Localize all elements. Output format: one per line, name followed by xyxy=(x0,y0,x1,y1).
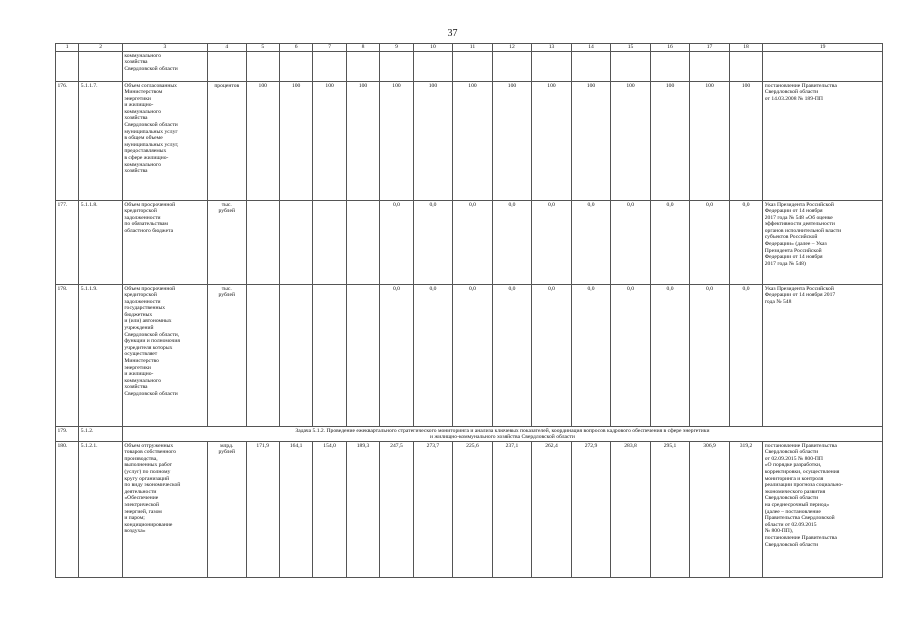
task-description-cell: Задача 5.1.2. Проведение ежеквартального стратегического мониторинга и анализа ключевых показателей, координация вопросов кадрового обеспечения в сфере энергетики и жилищно-коммунального хозяйства Свердловской области xyxy=(122,427,882,442)
value-cell: 0,0 xyxy=(690,285,730,427)
value-cell: 0,0 xyxy=(492,285,532,427)
column-number: 6 xyxy=(279,44,312,52)
row-number-cell: 177. xyxy=(56,201,79,285)
value-cell xyxy=(246,201,279,285)
value-cell: 0,0 xyxy=(650,201,690,285)
indicator-name-cell: коммунального хозяйства Свердловской области xyxy=(122,52,207,82)
value-cell: 0,0 xyxy=(729,285,762,427)
row-number-cell: 179. xyxy=(56,427,79,442)
value-cell: 0,0 xyxy=(611,201,651,285)
value-cell: 189,3 xyxy=(346,442,379,578)
source-cell: Указ Президента Российской Федерации от 14 ноября 2017 года № 548 xyxy=(763,285,883,427)
column-number: 16 xyxy=(650,44,690,52)
table-row xyxy=(56,285,883,427)
row-code-cell: 5.1.2. xyxy=(79,427,123,442)
value-cell: 0,0 xyxy=(571,285,611,427)
value-cell: 100 xyxy=(571,82,611,201)
value-cell xyxy=(246,285,279,427)
value-cell: 0,0 xyxy=(413,285,453,427)
row-code-cell: 5.1.1.9. xyxy=(79,285,123,427)
value-cell: 0,0 xyxy=(492,201,532,285)
column-number-row xyxy=(56,44,883,52)
value-cell: 283,8 xyxy=(611,442,651,578)
value-cell: 100 xyxy=(492,82,532,201)
value-cell: 100 xyxy=(380,82,413,201)
value-cell: 100 xyxy=(453,82,493,201)
row-code-cell: 5.1.1.8. xyxy=(79,201,123,285)
value-cell: 100 xyxy=(729,82,762,201)
value-cell: 0,0 xyxy=(690,201,730,285)
column-number: 4 xyxy=(208,44,247,52)
value-cell: 0,0 xyxy=(729,201,762,285)
value-cell: 100 xyxy=(246,82,279,201)
value-cell: 0,0 xyxy=(611,285,651,427)
column-number: 2 xyxy=(79,44,123,52)
value-cell: 247,5 xyxy=(380,442,413,578)
value-cell: 319,2 xyxy=(729,442,762,578)
column-number: 12 xyxy=(492,44,532,52)
indicators-table xyxy=(55,43,883,578)
row-code-cell: 5.1.1.7. xyxy=(79,82,123,201)
value-cell xyxy=(346,285,379,427)
value-cell: 100 xyxy=(690,82,730,201)
source-cell: Указ Президента Российской Федерации от 14 ноября 2017 года № 548 «Об оценке эффективности деятельности органов исполнительной власти субъектов Российской Федерации» (далее – Указ Президента Российской Федерации от 14 ноября 2017 года № 548) xyxy=(763,201,883,285)
column-number: 10 xyxy=(413,44,453,52)
row-number-cell: 180. xyxy=(56,442,79,578)
value-cell: 0,0 xyxy=(380,201,413,285)
indicator-name-cell: Объем отгруженных товаров собственного производства, выполненных работ (услуг) по полному кругу организаций по виду экономической деятельности «Обеспечение электрической энергией, газом и паром; кондиционирование воздуха» xyxy=(122,442,207,578)
column-number: 15 xyxy=(611,44,651,52)
value-cell xyxy=(279,201,312,285)
value-cell: 154,0 xyxy=(313,442,346,578)
value-cell: 164,1 xyxy=(279,442,312,578)
value-cell: 0,0 xyxy=(571,201,611,285)
unit-cell: процентов xyxy=(208,82,247,201)
value-cell: 0,0 xyxy=(453,285,493,427)
table-row xyxy=(56,82,883,201)
column-number: 1 xyxy=(56,44,79,52)
column-number: 17 xyxy=(690,44,730,52)
value-cell: 100 xyxy=(313,82,346,201)
value-cell xyxy=(346,201,379,285)
row-code-cell: 5.1.2.1. xyxy=(79,442,123,578)
value-cell: 171,9 xyxy=(246,442,279,578)
value-cell xyxy=(279,285,312,427)
value-cell: 0,0 xyxy=(532,285,572,427)
value-cell: 272,9 xyxy=(571,442,611,578)
value-cell: 273,7 xyxy=(413,442,453,578)
value-cell: 262,4 xyxy=(532,442,572,578)
value-cell: 100 xyxy=(279,82,312,201)
value-cell: 0,0 xyxy=(650,285,690,427)
value-cell xyxy=(313,285,346,427)
value-cell: 100 xyxy=(650,82,690,201)
value-cell: 100 xyxy=(532,82,572,201)
table-row-continued xyxy=(56,52,883,82)
value-cell xyxy=(313,201,346,285)
unit-cell: тыс. рублей xyxy=(208,285,247,427)
unit-cell: тыс. рублей xyxy=(208,201,247,285)
table-row xyxy=(56,201,883,285)
source-cell: постановление Правительства Свердловской области от 14.03.2008 № 189-ПП xyxy=(763,82,883,201)
task-row xyxy=(56,427,883,442)
column-number: 5 xyxy=(246,44,279,52)
indicator-name-cell: Объем согласованных Министерством энергетики и жилищно- коммунального хозяйства Свердловской области муниципальных услуг в общем объеме муниципальных услуг, предоставляемых в сфере жилищно- коммунального хозяйства xyxy=(122,82,207,201)
value-cell: 0,0 xyxy=(380,285,413,427)
column-number: 7 xyxy=(313,44,346,52)
value-cell: 295,1 xyxy=(650,442,690,578)
indicator-name-cell: Объем просроченной кредиторской задолженности по обязательствам областного бюджета xyxy=(122,201,207,285)
value-cell: 0,0 xyxy=(453,201,493,285)
value-cell: 237,1 xyxy=(492,442,532,578)
column-number: 3 xyxy=(122,44,207,52)
page-number: 37 xyxy=(447,28,458,39)
value-cell: 0,0 xyxy=(413,201,453,285)
indicator-name-cell: Объем просроченной кредиторской задолженности государственных бюджетных и (или) автономных учреждений Свердловской области, функции и полномочия учредителя которых осуществляет Министерство энергетики и жилищно- коммунального хозяйства Свердловской области xyxy=(122,285,207,427)
column-number: 13 xyxy=(532,44,572,52)
column-number: 19 xyxy=(763,44,883,52)
table-row xyxy=(56,442,883,578)
value-cell: 0,0 xyxy=(532,201,572,285)
column-number: 8 xyxy=(346,44,379,52)
value-cell: 100 xyxy=(413,82,453,201)
value-cell: 100 xyxy=(346,82,379,201)
column-number: 18 xyxy=(729,44,762,52)
value-cell: 100 xyxy=(611,82,651,201)
column-number: 9 xyxy=(380,44,413,52)
value-cell: 306,9 xyxy=(690,442,730,578)
unit-cell: млрд. рублей xyxy=(208,442,247,578)
source-cell: постановление Правительства Свердловской области от 02.09.2015 № 800-ПП «О порядке разработки, корректировки, осуществления мониторинга и контроля реализации прогноза социально- экономического развития Свердловской области на среднесрочный период» (далее – постановление Правительства Свердловской области от 02.09.2015 № 800-ПП), постановление Правительства Свердловской области xyxy=(763,442,883,578)
value-cell: 225,6 xyxy=(453,442,493,578)
row-number-cell: 176. xyxy=(56,82,79,201)
row-number-cell: 178. xyxy=(56,285,79,427)
column-number: 14 xyxy=(571,44,611,52)
column-number: 11 xyxy=(453,44,493,52)
